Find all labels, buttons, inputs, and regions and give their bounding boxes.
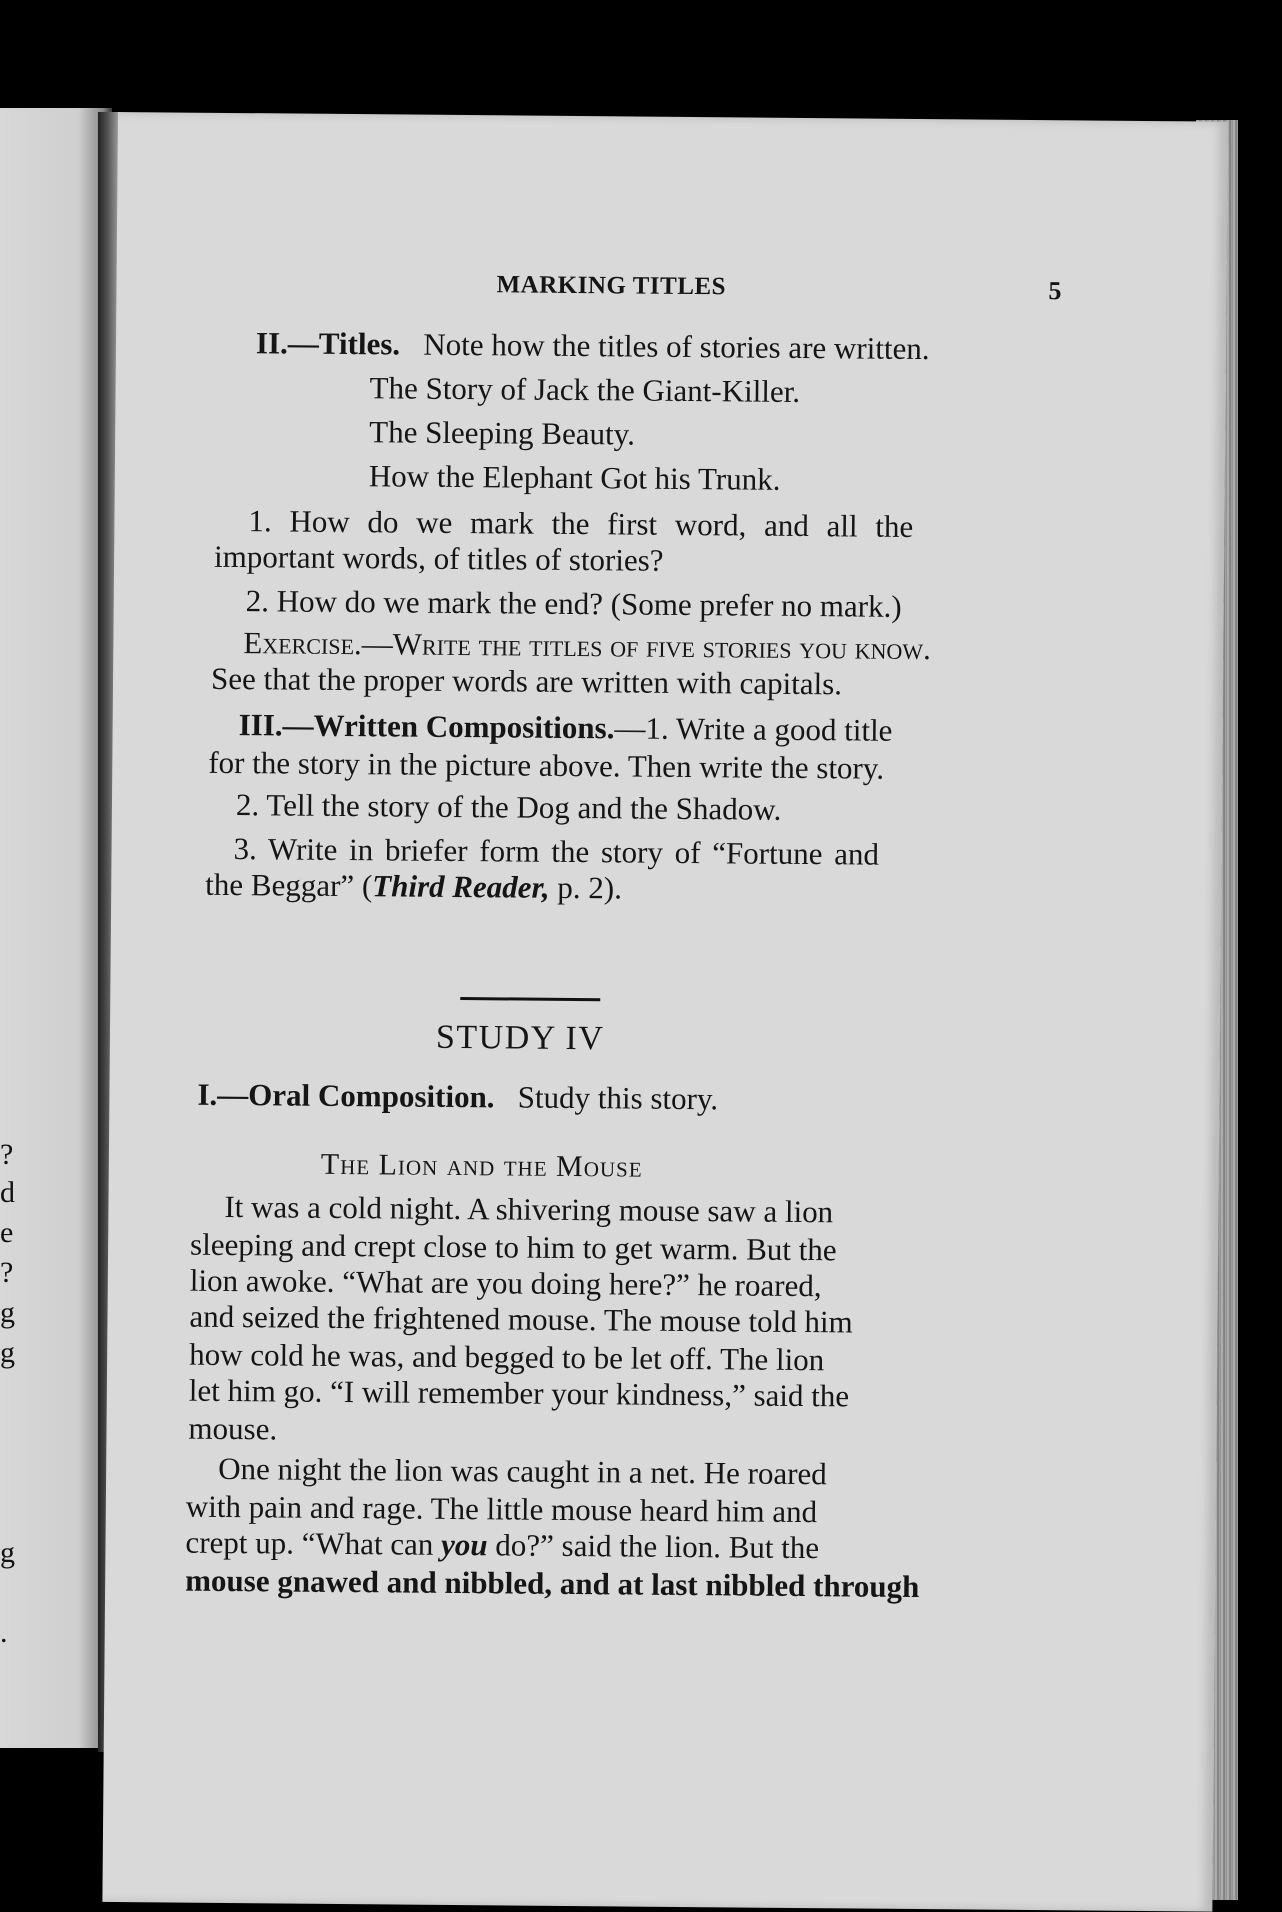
story-line: let him go. “I will remember your kindness,” said the: [188, 1372, 850, 1414]
title-example: The Sleeping Beauty.: [369, 414, 636, 452]
facing-page-fragment: .: [0, 1616, 8, 1649]
text-run: crept up. “What can: [185, 1524, 442, 1562]
story-line: mouse.: [188, 1410, 278, 1447]
section-divider: [460, 997, 600, 1001]
text-run: the Beggar” (: [205, 866, 373, 904]
facing-page-fragment: ?: [0, 1256, 14, 1289]
text-run: p. 2).: [549, 869, 623, 906]
facing-page-fragment: ?: [0, 1138, 14, 1171]
running-head: MARKING TITLES: [496, 271, 727, 301]
page-number: 5: [1048, 276, 1062, 306]
story-line: [185, 1524, 820, 1566]
written-item-2: 2. Tell the story of the Dog and the Shadow.: [235, 787, 782, 827]
story-line: and seized the frightened mouse. The mouse told him: [189, 1298, 853, 1340]
question-1: 1. How do we mark the first word, and all the: [248, 503, 914, 544]
written-section-line: [239, 709, 893, 746]
exercise-cont: See that the proper words are written with capitals.: [210, 660, 843, 702]
section-label: III.—Written Compositions.: [238, 707, 615, 746]
facing-page-fragment: d: [0, 1176, 15, 1209]
study-heading: STUDY IV: [435, 1018, 605, 1058]
facing-page-fragment: g: [0, 1296, 15, 1329]
story-line: It was a cold night. A shivering mouse saw a lion: [224, 1188, 834, 1230]
emphasis: you: [440, 1526, 488, 1563]
facing-page-fragment: g: [0, 1536, 15, 1569]
question-1-cont: important words, of titles of stories?: [213, 538, 664, 578]
book-reference: Third Reader,: [372, 868, 550, 905]
story-title: The Lion and the Mouse: [320, 1147, 643, 1184]
title-example: The Story of Jack the Giant-Killer.: [369, 370, 801, 409]
title-example: How the Elephant Got his Trunk.: [368, 458, 781, 497]
section-label: II.—Titles.: [255, 325, 401, 362]
section-label: I.—Oral Composition.: [197, 1076, 495, 1115]
written-item-3-cont: [205, 866, 623, 906]
section-intro: Note how the titles of stories are written.: [423, 326, 930, 367]
facing-page-fragment: e: [0, 1216, 14, 1249]
story-line: One night the lion was caught in a net. He roared: [218, 1450, 827, 1492]
facing-page-fragment: g: [0, 1336, 15, 1369]
section-intro: Study this story.: [517, 1079, 719, 1117]
written-item-3: 3. Write in briefer form the story of “Fortune and: [233, 831, 880, 872]
oral-section-line: [197, 1076, 719, 1117]
facing-page: [0, 108, 112, 1748]
story-line: sleeping and crept close to him to get warm. But the: [189, 1226, 837, 1268]
story-line: with pain and rage. The little mouse heard him and: [185, 1488, 818, 1530]
text-run: do?” said the lion. But the: [487, 1527, 820, 1566]
story-line: lion awoke. “What are you doing here?” he roared,: [189, 1262, 822, 1304]
story-line: mouse gnawed and nibbled, and at last nibbled through: [185, 1562, 920, 1605]
written-item-1: —1. Write a good title: [614, 710, 893, 748]
written-item-1-cont: for the story in the picture above. Then write the story.: [208, 744, 885, 786]
exercise: Exercise.—Write the titles of five stories you know.: [243, 625, 932, 667]
titles-section-line: [255, 325, 930, 367]
book-page: [102, 112, 1228, 1912]
story-line: how cold he was, and begged to be let off. The lion: [189, 1336, 825, 1378]
question-2: 2. How do we mark the end? (Some prefer no mark.): [245, 583, 902, 624]
